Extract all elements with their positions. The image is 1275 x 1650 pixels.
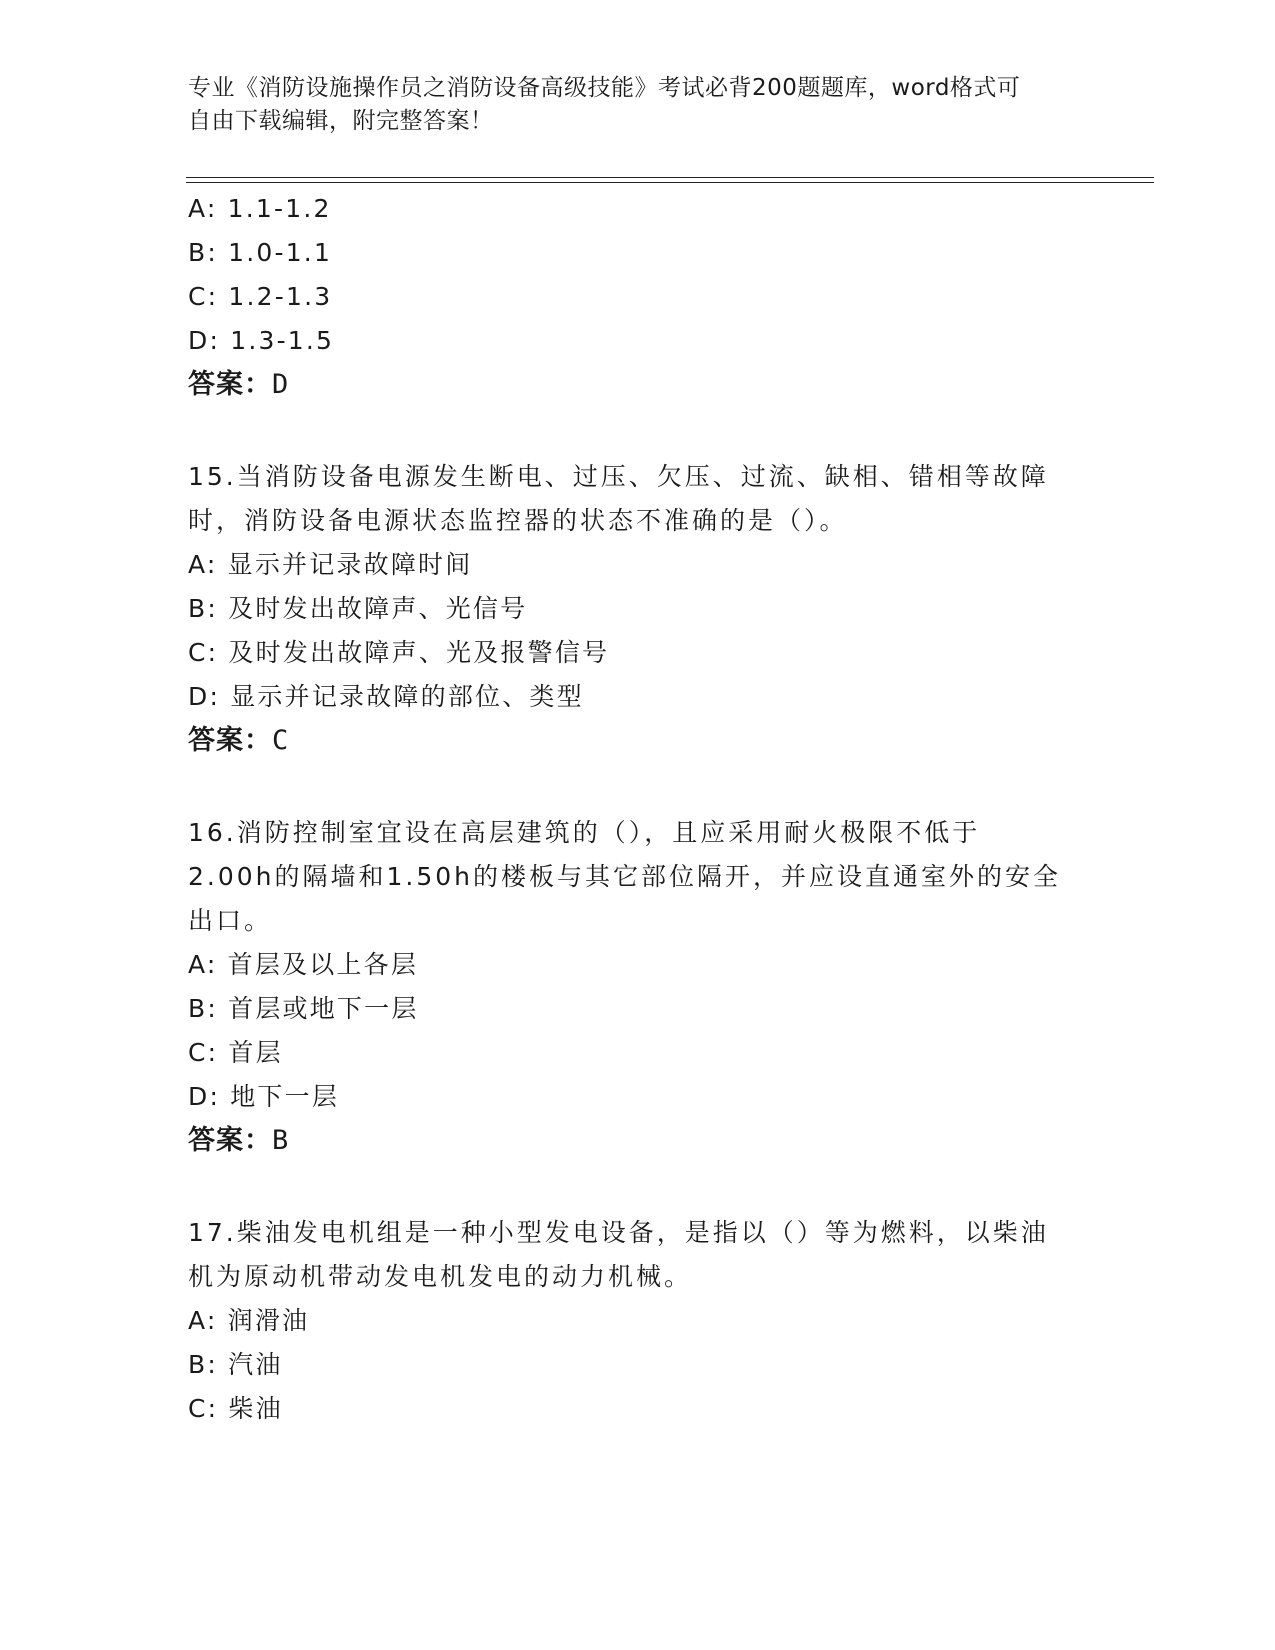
answer-value: B: [272, 1125, 290, 1156]
q15-option-c: C: 及时发出故障声、光及报警信号: [188, 638, 610, 667]
answer-value: D: [272, 369, 290, 400]
header-line-1: 专业《消防设施操作员之消防设备高级技能》考试必背200题题库，word格式可: [188, 75, 1021, 101]
q16-option-a: A: 首层及以上各层: [188, 950, 419, 979]
q14-answer: [188, 370, 289, 400]
answer-value: C: [272, 725, 290, 756]
q15-option-b: B: 及时发出故障声、光信号: [188, 594, 528, 623]
q17-option-a: A: 润滑油: [188, 1306, 310, 1335]
answer-label: 答案：: [188, 369, 272, 400]
q16-stem-line-3: 出口。: [188, 906, 273, 935]
q15-answer: [188, 726, 289, 756]
q15-stem-line-2: 时，消防设备电源状态监控器的状态不准确的是（）。: [188, 506, 848, 535]
q16-option-d: D: 地下一层: [188, 1082, 340, 1111]
q14-option-d: D: 1.3-1.5: [188, 326, 335, 355]
q16-stem-line-2: 2.00h的隔墙和1.50h的楼板与其它部位隔开，并应设直通室外的安全: [188, 862, 1062, 891]
header-line-2: 自由下载编辑，附完整答案！: [188, 108, 494, 134]
q17-option-b: B: 汽油: [188, 1350, 283, 1379]
document-header: [188, 72, 1068, 138]
q15-option-a: A: 显示并记录故障时间: [188, 550, 473, 579]
answer-label: 答案：: [188, 725, 272, 756]
q16-answer: [188, 1126, 289, 1156]
q14-option-b: B: 1.0-1.1: [188, 238, 333, 267]
q16-stem-line-1: 16.消防控制室宜设在高层建筑的（），且应采用耐火极限不低于: [188, 818, 981, 847]
q17-stem-line-1: 17.柴油发电机组是一种小型发电设备，是指以（）等为燃料，以柴油: [188, 1218, 1049, 1247]
q15-stem-line-1: 15.当消防设备电源发生断电、过压、欠压、过流、缺相、错相等故障: [188, 462, 1049, 491]
q14-option-a: A: 1.1-1.2: [188, 194, 332, 223]
header-divider-bottom: [186, 182, 1154, 183]
answer-label: 答案：: [188, 1125, 272, 1156]
q17-stem-line-2: 机为原动机带动发电机发电的动力机械。: [188, 1262, 693, 1291]
q16-option-b: B: 首层或地下一层: [188, 994, 419, 1023]
header-divider-top: [186, 177, 1154, 178]
q16-option-c: C: 首层: [188, 1038, 283, 1067]
q14-option-c: C: 1.2-1.3: [188, 282, 333, 311]
q17-option-c: C: 柴油: [188, 1394, 283, 1423]
q15-option-d: D: 显示并记录故障的部位、类型: [188, 682, 584, 711]
